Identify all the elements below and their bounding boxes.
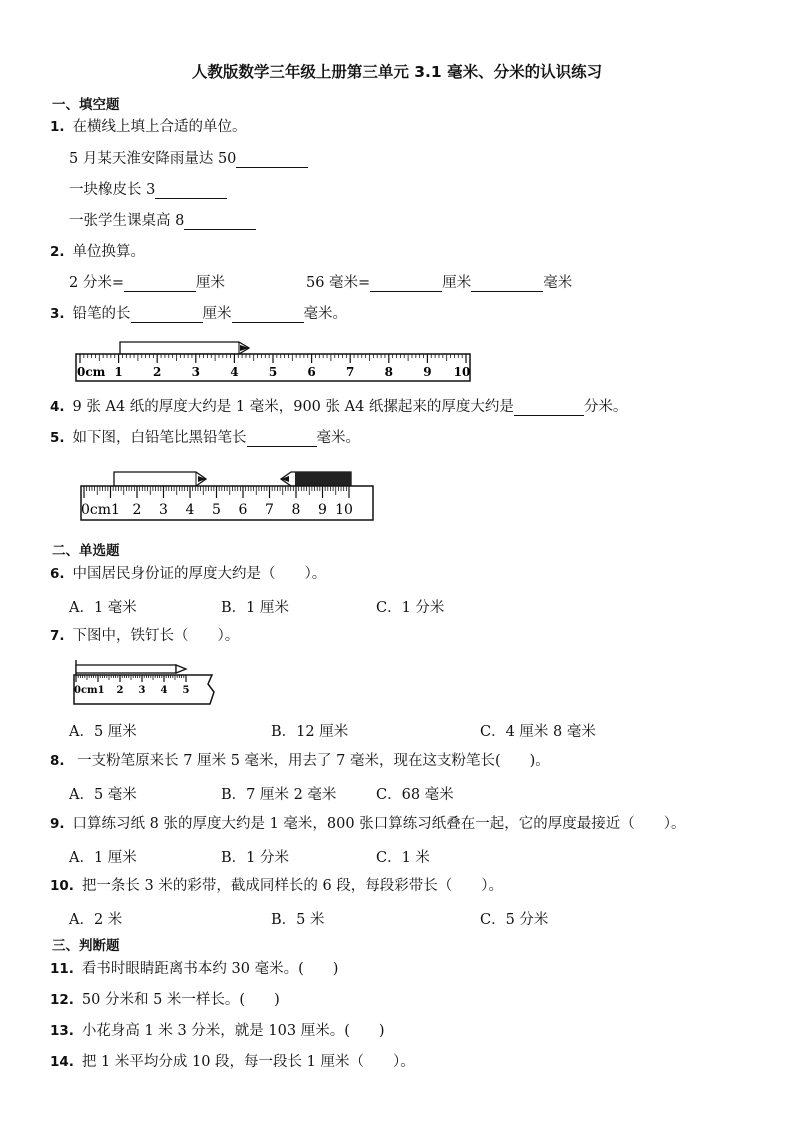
ruler-label: 0cm1 xyxy=(74,685,105,696)
answer-blank[interactable] xyxy=(471,276,543,292)
question-text: 下图中，铁钉长（ ）。 xyxy=(72,628,240,644)
question-number: 6. xyxy=(50,566,65,582)
option-c[interactable]: C．1 分米 xyxy=(376,600,445,616)
ruler-label: 7 xyxy=(265,502,274,518)
question-number: 2. xyxy=(50,244,65,260)
answer-blank[interactable] xyxy=(236,152,308,168)
option-b[interactable]: B．12 厘米 xyxy=(271,724,349,740)
option-b[interactable]: B．1 厘米 xyxy=(221,600,289,616)
section-heading-single-choice: 二、单选题 xyxy=(52,543,120,559)
question-text: 把 1 米平均分成 10 段，每一段长 1 厘米（ ）。 xyxy=(81,1054,415,1070)
question-number: 10. xyxy=(50,878,74,894)
question-11 xyxy=(50,960,338,978)
question-number: 4. xyxy=(50,399,65,415)
ruler-label: 10 xyxy=(453,365,471,379)
question-text: 铅笔的长 xyxy=(72,306,131,322)
answer-blank[interactable] xyxy=(124,276,196,292)
question-10 xyxy=(50,877,503,895)
ruler-label: 5 xyxy=(268,365,278,379)
question-9 xyxy=(50,815,685,833)
unit-text: 厘米 xyxy=(195,275,225,291)
option-c[interactable]: C．68 毫米 xyxy=(376,787,454,803)
ruler-label: 10 xyxy=(335,502,353,518)
option-c[interactable]: C．5 分米 xyxy=(480,912,549,928)
question-6 xyxy=(50,565,326,583)
page-title: 人教版数学三年级上册第三单元 3.1 毫米、分米的认识练习 xyxy=(191,63,603,81)
ruler-label: 9 xyxy=(318,502,327,518)
ruler-label: 0cm xyxy=(77,365,106,379)
black-pencil-body xyxy=(295,472,351,486)
ruler-label: 6 xyxy=(238,502,248,518)
unit-text: 分米。 xyxy=(583,399,628,415)
question-1 xyxy=(50,118,247,136)
question-number: 13. xyxy=(50,1023,74,1039)
question-text: 9 张 A4 纸的厚度大约是 1 毫米，900 张 A4 纸摞起来的厚度大约是 xyxy=(72,399,514,415)
question-4 xyxy=(50,398,627,416)
question-number: 8. xyxy=(50,753,65,769)
ruler-label: 3 xyxy=(191,365,200,379)
ruler-label: 2 xyxy=(132,502,142,518)
answer-blank[interactable] xyxy=(247,431,317,447)
question-text: 口算练习纸 8 张的厚度大约是 1 毫米，800 张口算练习纸叠在一起，它的厚度最接近（ ）。 xyxy=(72,816,686,832)
option-c[interactable]: C．4 厘米 8 毫米 xyxy=(480,724,596,740)
question-12 xyxy=(50,991,280,1009)
section-heading-true-false: 三、判断题 xyxy=(52,938,120,954)
question-2-item-a xyxy=(69,274,225,292)
question-text: 把一条长 3 米的彩带，截成同样长的 6 段，每段彩带长（ ）。 xyxy=(81,878,504,894)
ruler-label: 4 xyxy=(160,685,168,696)
answer-blank[interactable] xyxy=(131,307,203,323)
question-2-item-b xyxy=(306,274,572,292)
ruler-label: 1 xyxy=(114,365,123,379)
option-a[interactable]: A．5 毫米 xyxy=(69,787,137,803)
option-b[interactable]: B．5 米 xyxy=(271,912,325,928)
question-number: 11. xyxy=(50,961,74,977)
option-b[interactable]: B．1 分米 xyxy=(221,850,289,866)
question-number: 5. xyxy=(50,430,65,446)
ruler-label: 4 xyxy=(230,365,239,379)
item-text: 一张学生课桌高 8 xyxy=(69,213,185,229)
question-13 xyxy=(50,1022,385,1040)
unit-text: 毫米 xyxy=(543,275,573,291)
question-number: 14. xyxy=(50,1054,74,1070)
two-pencils-ruler-figure xyxy=(78,468,378,524)
ruler-label: 8 xyxy=(384,365,393,379)
ruler-label: 5 xyxy=(212,502,221,518)
ruler-label: 9 xyxy=(423,365,432,379)
question-1-item-c xyxy=(69,212,256,230)
question-text: 如下图，白铅笔比黑铅笔长 xyxy=(72,430,247,446)
ruler-label: 5 xyxy=(182,685,190,696)
answer-blank[interactable] xyxy=(155,183,227,199)
question-text: 中国居民身份证的厚度大约是（ ）。 xyxy=(72,566,327,582)
option-c[interactable]: C．1 米 xyxy=(376,850,430,866)
ruler-label: 2 xyxy=(116,685,124,696)
unit-text: 厘米 xyxy=(442,275,472,291)
option-a[interactable]: A．1 厘米 xyxy=(69,850,137,866)
question-7 xyxy=(50,627,239,645)
option-a[interactable]: A．1 毫米 xyxy=(69,600,137,616)
question-number: 12. xyxy=(50,992,74,1008)
question-number: 7. xyxy=(50,628,65,644)
ruler-label: 2 xyxy=(153,365,162,379)
question-text: 单位换算。 xyxy=(72,244,146,260)
question-8 xyxy=(50,752,550,770)
answer-blank[interactable] xyxy=(514,400,584,416)
question-1-item-a xyxy=(69,150,308,168)
ruler-label: 4 xyxy=(185,502,195,518)
question-1-item-b xyxy=(69,181,227,199)
question-number: 9. xyxy=(50,816,65,832)
question-text: 看书时眼睛距离书本约 30 毫米。( ) xyxy=(81,961,339,977)
question-3 xyxy=(50,305,347,323)
option-b[interactable]: B．7 厘米 2 毫米 xyxy=(221,787,337,803)
ruler-label: 8 xyxy=(291,502,301,518)
ruler-label: 0cm1 xyxy=(81,502,120,518)
question-text: 在横线上填上合适的单位。 xyxy=(72,119,247,135)
ruler-label: 6 xyxy=(307,365,316,379)
unit-text: 厘米 xyxy=(202,306,232,322)
ruler-label: 3 xyxy=(138,685,146,696)
unit-text: 毫米。 xyxy=(316,430,361,446)
nail-ruler-figure xyxy=(72,656,220,708)
question-14 xyxy=(50,1053,415,1071)
ruler-with-pencil-figure xyxy=(74,336,474,384)
question-text: 一支粉笔原来长 7 厘米 5 毫米，用去了 7 毫米，现在这支粉笔长( )。 xyxy=(72,753,550,769)
question-number: 1. xyxy=(50,119,65,135)
ruler-label: 7 xyxy=(346,365,355,379)
option-a[interactable]: A．2 米 xyxy=(69,912,123,928)
question-2 xyxy=(50,243,145,261)
item-text: 2 分米= xyxy=(69,275,124,291)
nail-shank xyxy=(76,665,176,673)
item-text: 5 月某天淮安降雨量达 50 xyxy=(69,151,237,167)
section-heading-fill-blank: 一、填空题 xyxy=(52,97,120,113)
option-a[interactable]: A．5 厘米 xyxy=(69,724,137,740)
item-text: 一块橡皮长 3 xyxy=(69,182,156,198)
answer-blank[interactable] xyxy=(370,276,442,292)
ruler-body xyxy=(81,486,373,520)
item-text: 56 毫米= xyxy=(306,275,371,291)
question-5 xyxy=(50,429,360,447)
ruler-label: 3 xyxy=(159,502,168,518)
unit-text: 毫米。 xyxy=(303,306,348,322)
question-number: 3. xyxy=(50,306,65,322)
answer-blank[interactable] xyxy=(232,307,304,323)
white-pencil xyxy=(114,472,206,486)
question-text: 小花身高 1 米 3 分米，就是 103 厘米。( ) xyxy=(81,1023,385,1039)
nail-tip xyxy=(176,665,186,673)
pencil-shape xyxy=(120,342,249,354)
answer-blank[interactable] xyxy=(184,214,256,230)
question-text: 50 分米和 5 米一样长。( ) xyxy=(81,992,280,1008)
